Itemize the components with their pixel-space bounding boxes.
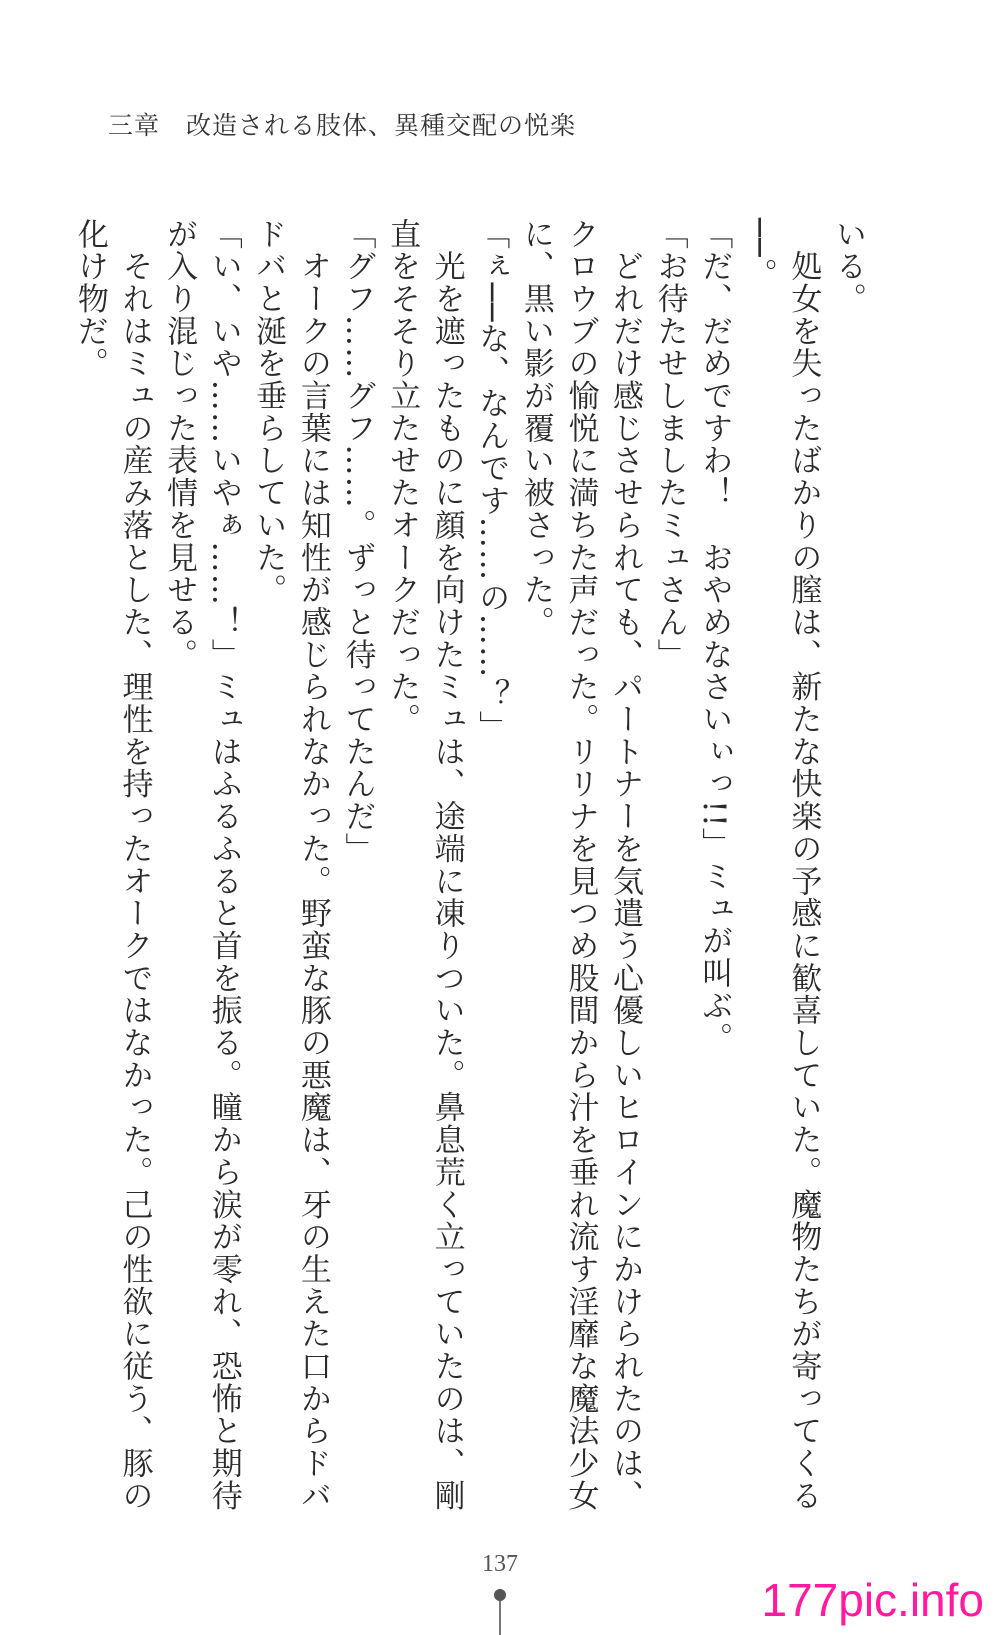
text-line: が入り混じった表情を見せる。 — [161, 218, 198, 671]
text-line: どれだけ感じさせられても、パートナーを気遣う心優しいヒロインにかけられたのは、 — [607, 218, 644, 1512]
text-line: それはミュの産み落とした、理性を持ったオークではなかった。己の性欲に従う、豚の — [116, 218, 153, 1512]
text-line: 光を遮ったものに顔を向けたミュは、途端に凍りついた。鼻息荒く立っていたのは、剛 — [428, 218, 465, 1512]
text-line: 「だ、だめですわ！ おやめなさいぃっ!!」ミュが叫ぶ。 — [696, 218, 733, 1055]
text-line: 処女を失ったばかりの膣は、新たな快楽の予感に歓喜していた。魔物たちが寄ってくる — [785, 218, 822, 1512]
page-number: 137 — [482, 1551, 518, 1577]
text-line: オークの言葉には知性が感じられなかった。野蛮な豚の悪魔は、牙の生えた口からドバ — [294, 218, 331, 1512]
text-line: いる。 — [830, 218, 866, 316]
page-ornament-dot — [494, 1589, 506, 1601]
text-line: 「グフ……グフ……。ずっと待ってたんだ」 — [339, 218, 376, 865]
text-line: ──。 — [740, 218, 777, 291]
text-line: 直をそそり立たせたオークだった。 — [384, 218, 421, 736]
text-line: クロウブの愉悦に満ちた声だった。リリナを見つめ股間から汁を垂れ流す淫靡な魔法少女 — [562, 218, 599, 1512]
running-header: 三章 改造される肢体、異種交配の悦楽 — [108, 111, 577, 140]
text-line: 「い、いや……いやぁ……！」ミュはふるふると首を振る。瞳から涙が零れ、恐怖と期待 — [205, 218, 242, 1512]
text-line: 「お待たせしましたミュさん」 — [651, 218, 688, 671]
body-text — [71, 218, 870, 1512]
text-line: に、黒い影が覆い被さった。 — [517, 218, 554, 639]
text-line: ドバと涎を垂らしていた。 — [250, 218, 287, 607]
text-line: 化け物だ。 — [71, 218, 108, 380]
text-line: 「ぇ──な、なんです……の……？」 — [473, 218, 510, 744]
watermark: 177pic.info — [761, 1574, 984, 1626]
